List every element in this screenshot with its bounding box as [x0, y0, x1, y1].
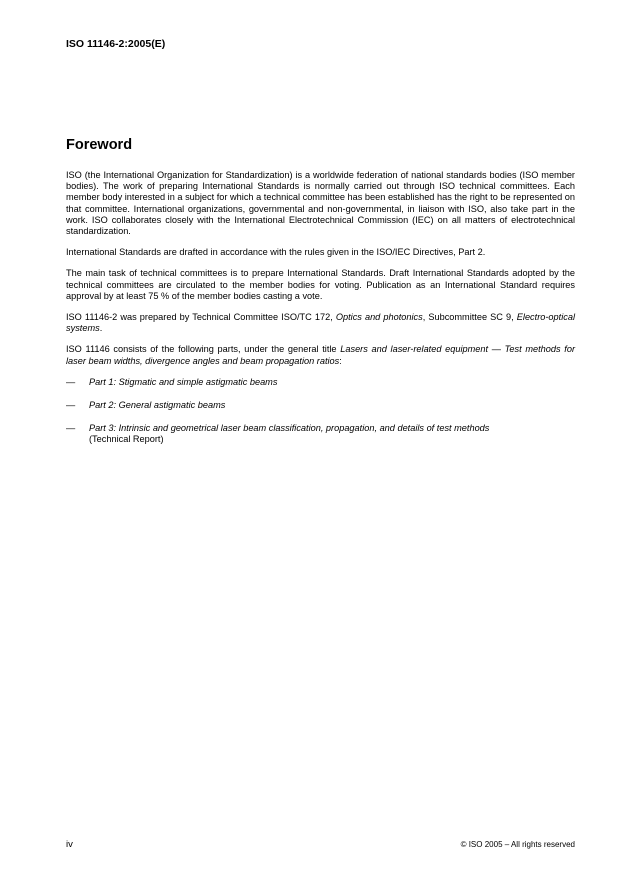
dash-bullet: — — [66, 423, 76, 434]
copyright-notice: © ISO 2005 – All rights reserved — [460, 840, 575, 849]
prepared-by-text: ISO 11146-2 was prepared by Technical Committee ISO/TC 172, — [66, 312, 336, 323]
paragraph-main-task: The main task of technical committees is to prepare International Standards. Draft International Standards adopted by the technical committees are circulated to the member bodies for voting. Publication as an International Standard requires approval by at least 75 % of the member bodies casting a vote. — [66, 268, 575, 301]
subcommittee-title: Electro-optical systems — [66, 312, 575, 334]
paragraph-iso-intro: ISO (the International Organization for Standardization) is a worldwide federation of national standards bodies (ISO member bodies). The work of preparing International Standards is normally carried out through ISO technical committees. Each member body interested in a subject for which a technical committee has been established has the right to be represented on that committee. International organizations, governmental and non-governmental, in liaison with ISO, also take part in the work. ISO collaborates closely with the International Electrotechnical Commission (IEC) on all matters of electrotechnical standardization. — [66, 170, 575, 237]
document-id-header: ISO 11146-2:2005(E) — [66, 38, 166, 50]
page-number: iv — [66, 839, 73, 850]
paragraph-parts-intro — [66, 344, 575, 366]
list-item — [66, 377, 575, 388]
foreword-body — [66, 170, 575, 458]
committee-title: Optics and photonics — [335, 312, 423, 323]
page-title: Foreword — [66, 137, 133, 153]
dash-bullet: — — [66, 400, 76, 411]
dash-bullet: — — [66, 376, 76, 387]
list-item — [66, 423, 575, 445]
part-note: (Technical Report) — [89, 434, 164, 445]
prepared-by-end: . — [99, 323, 103, 334]
list-item — [66, 400, 575, 411]
parts-intro-text: ISO 11146 consists of the following parts, under the general title — [66, 344, 341, 355]
paragraph-directives: International Standards are drafted in accordance with the rules given in the ISO/IEC Directives, Part 2. — [66, 247, 486, 258]
prepared-by-sub: , Subcommittee SC 9, — [422, 312, 517, 323]
paragraph-prepared-by — [66, 312, 575, 334]
part-title: Part 1: Stigmatic and simple astigmatic beams — [89, 376, 278, 387]
part-title: Part 3: Intrinsic and geometrical laser beam classification, propagation, and details of test methods — [89, 423, 490, 434]
parts-intro-end: : — [339, 355, 342, 366]
part-title: Part 2: General astigmatic beams — [89, 400, 226, 411]
general-title: Lasers and laser-related equipment — Test methods for laser beam widths, divergence angles and beam propagation ratios — [66, 344, 576, 366]
part-entry — [89, 423, 575, 445]
